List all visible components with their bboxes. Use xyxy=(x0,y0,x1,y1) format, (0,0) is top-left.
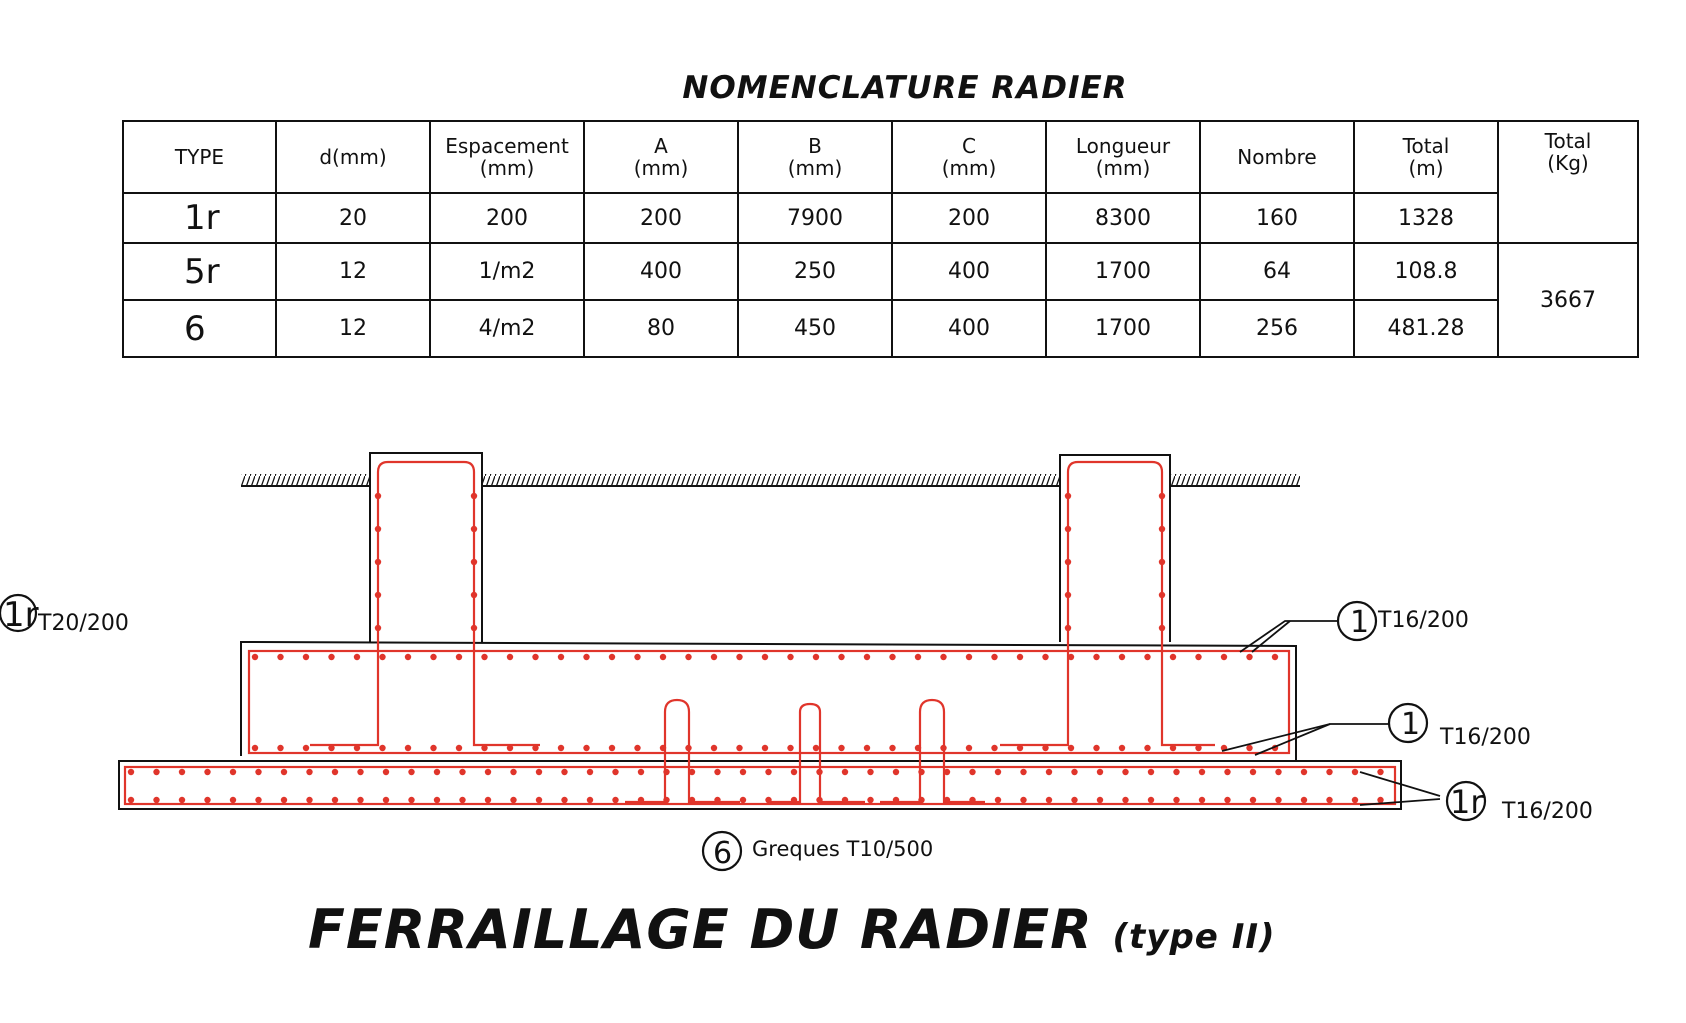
rebar-dot-slab-top xyxy=(1071,769,1077,775)
rebar-dot-top xyxy=(609,654,615,660)
rebar-dot-slab-top xyxy=(1173,769,1179,775)
rebar-dot-bottom xyxy=(456,745,462,751)
rebar-dot-slab-bottom xyxy=(357,797,363,803)
rebar-dot-slab-bottom xyxy=(893,797,899,803)
cell-total: 481.28 xyxy=(1354,300,1498,357)
rebar-dot-column xyxy=(375,526,381,532)
cell-type: 5r xyxy=(123,243,276,300)
cell-total: 1328 xyxy=(1354,193,1498,243)
cell-type: 1r xyxy=(123,193,276,243)
cell-d: 12 xyxy=(276,300,430,357)
rebar-dot-slab-bottom xyxy=(867,797,873,803)
rebar-dot-top xyxy=(379,654,385,660)
rebar-dot-slab-top xyxy=(357,769,363,775)
rebar-dot-bottom xyxy=(634,745,640,751)
rebar-dot-slab-top xyxy=(536,769,542,775)
rebar-dot-slab-bottom xyxy=(944,797,950,803)
rebar-dot-top xyxy=(991,654,997,660)
rebar-dot-slab-top xyxy=(1377,769,1383,775)
rebar-dot-bottom xyxy=(481,745,487,751)
rebar-dot-bottom xyxy=(1195,745,1201,751)
cell-d: 20 xyxy=(276,193,430,243)
rebar-dot-slab-top xyxy=(179,769,185,775)
rebar-dot-top xyxy=(558,654,564,660)
rebar-dot-top xyxy=(354,654,360,660)
rebar-dot-slab-bottom xyxy=(816,797,822,803)
callout-mid-right-mark: 1 xyxy=(1401,707,1421,742)
header-d: d(mm) xyxy=(276,121,430,193)
rebar-dot-slab-bottom xyxy=(842,797,848,803)
rebar-dot-bottom xyxy=(940,745,946,751)
cell-longueur: 1700 xyxy=(1046,300,1200,357)
rebar-dot-top xyxy=(507,654,513,660)
rebar-dot-bottom xyxy=(558,745,564,751)
rebar-dot-top xyxy=(277,654,283,660)
rebar-dot-slab-top xyxy=(944,769,950,775)
rebar-dot-slab-top xyxy=(689,769,695,775)
rebar-dot-bottom xyxy=(405,745,411,751)
rebar-dot-bottom xyxy=(915,745,921,751)
rebar-dot-slab-bottom xyxy=(1173,797,1179,803)
rebar-dot-slab-top xyxy=(1275,769,1281,775)
rebar-dot-column xyxy=(375,493,381,499)
rebar-dot-slab-bottom xyxy=(281,797,287,803)
rebar-dot-column xyxy=(1065,592,1071,598)
rebar-dot-top xyxy=(940,654,946,660)
rebar-dot-top xyxy=(1144,654,1150,660)
rebar-dot-top xyxy=(481,654,487,660)
rebar-dot-slab-top xyxy=(867,769,873,775)
rebar-dot-slab-bottom xyxy=(1122,797,1128,803)
rebar-dot-slab-bottom xyxy=(306,797,312,803)
rebar-dot-top xyxy=(762,654,768,660)
rebar-dot-slab-top xyxy=(663,769,669,775)
rebar-dot-column xyxy=(1159,592,1165,598)
rebar-right-column xyxy=(1000,462,1215,745)
cell-c: 200 xyxy=(892,193,1046,243)
rebar-dot-slab-top xyxy=(510,769,516,775)
header-type: TYPE xyxy=(123,121,276,193)
rebar-dot-slab-bottom xyxy=(1377,797,1383,803)
rebar-dot-bottom xyxy=(1042,745,1048,751)
rebar-dot-bottom xyxy=(1093,745,1099,751)
cell-total-kg: 3667 xyxy=(1498,243,1638,357)
left-column-outline xyxy=(370,453,482,642)
rebar-dot-slab-bottom xyxy=(434,797,440,803)
rebar-dot-bottom xyxy=(583,745,589,751)
rebar-dot-column xyxy=(471,592,477,598)
rebar-dot-slab-top xyxy=(1250,769,1256,775)
rebar-dots xyxy=(128,493,1384,803)
callout-left-text: T20/200 xyxy=(38,611,129,636)
rebar-dot-bottom xyxy=(711,745,717,751)
rebar-dot-bottom xyxy=(813,745,819,751)
rebar-dot-bottom xyxy=(277,745,283,751)
cell-b: 250 xyxy=(738,243,892,300)
rebar-greque-1 xyxy=(625,700,740,802)
header-longueur: Longueur (mm) xyxy=(1046,121,1200,193)
rebar-dot-slab-bottom xyxy=(128,797,134,803)
rebar-dot-bottom xyxy=(252,745,258,751)
rebar-dot-bottom xyxy=(1119,745,1125,751)
rebar-dot-top xyxy=(864,654,870,660)
cell-type: 6 xyxy=(123,300,276,357)
rebar-dot-slab-bottom xyxy=(179,797,185,803)
rebar-dot-top xyxy=(1017,654,1023,660)
rebar-dot-bottom xyxy=(532,745,538,751)
rebar-dot-slab-top xyxy=(230,769,236,775)
rebar-dot-slab-top xyxy=(791,769,797,775)
rebar-dot-bottom xyxy=(430,745,436,751)
rebar-dot-slab-top xyxy=(918,769,924,775)
rebar-dot-top xyxy=(252,654,258,660)
rebar-dot-slab-top xyxy=(408,769,414,775)
rebar-dot-slab-top xyxy=(1148,769,1154,775)
callout-left-mark: 1r xyxy=(3,595,39,635)
rebar-dot-slab-top xyxy=(587,769,593,775)
rebar-dot-slab-top xyxy=(612,769,618,775)
rebar-dot-top xyxy=(430,654,436,660)
rebar-dot-top xyxy=(736,654,742,660)
rebar-dot-top xyxy=(813,654,819,660)
rebar-1r-t20 xyxy=(249,651,1289,753)
cell-nombre: 256 xyxy=(1200,300,1354,357)
rebar-dot-top xyxy=(1272,654,1278,660)
rebar-dot-slab-bottom xyxy=(1301,797,1307,803)
rebar-dot-top xyxy=(405,654,411,660)
rebar-dot-slab-bottom xyxy=(689,797,695,803)
rebar-dot-slab-top xyxy=(1097,769,1103,775)
rebar-dot-slab-bottom xyxy=(1250,797,1256,803)
rebar-dot-slab-top xyxy=(714,769,720,775)
rebar-dot-top xyxy=(915,654,921,660)
rebar-dot-bottom xyxy=(1170,745,1176,751)
rebar-dot-slab-bottom xyxy=(969,797,975,803)
rebar-dot-column xyxy=(1065,526,1071,532)
rebar-dot-slab-bottom xyxy=(459,797,465,803)
rebar-dot-slab-bottom xyxy=(1224,797,1230,803)
rebar-dot-bottom xyxy=(379,745,385,751)
rebar-dot-slab-bottom xyxy=(587,797,593,803)
rebar-dot-slab-top xyxy=(1046,769,1052,775)
rebar-left-column xyxy=(310,462,540,745)
rebar-dot-slab-bottom xyxy=(740,797,746,803)
rebar-dot-top xyxy=(303,654,309,660)
rebar-dot-slab-top xyxy=(128,769,134,775)
header-total: Total (m) xyxy=(1354,121,1498,193)
cell-d: 12 xyxy=(276,243,430,300)
rebar-dot-column xyxy=(471,493,477,499)
cell-c: 400 xyxy=(892,300,1046,357)
rebar-dot-bottom xyxy=(787,745,793,751)
rebar-dot-top xyxy=(532,654,538,660)
rebar-dot-bottom xyxy=(328,745,334,751)
drawing-title xyxy=(308,898,1276,961)
rebar-dot-slab-top xyxy=(485,769,491,775)
rebar-dot-slab-bottom xyxy=(995,797,1001,803)
rebar-dot-slab-top xyxy=(204,769,210,775)
rebar-dot-column xyxy=(1159,625,1165,631)
rebar-dot-slab-bottom xyxy=(765,797,771,803)
rebar-dot-top xyxy=(328,654,334,660)
drawing-title-sub: (type II) xyxy=(1112,917,1276,957)
rebar-dot-slab-bottom xyxy=(1020,797,1026,803)
concrete-outline xyxy=(119,453,1401,809)
rebar-dot-column xyxy=(375,592,381,598)
rebar-dot-slab-top xyxy=(153,769,159,775)
rebar-dot-top xyxy=(1068,654,1074,660)
rebars xyxy=(125,462,1395,804)
rebar-dot-slab-bottom xyxy=(204,797,210,803)
rebar-dot-bottom xyxy=(762,745,768,751)
header-espacement: Espacement (mm) xyxy=(430,121,584,193)
rebar-dot-slab-top xyxy=(765,769,771,775)
rebar-dot-top xyxy=(787,654,793,660)
cell-nombre: 160 xyxy=(1200,193,1354,243)
rebar-dot-slab-top xyxy=(1122,769,1128,775)
rebar-dot-top xyxy=(1170,654,1176,660)
cell-nombre: 64 xyxy=(1200,243,1354,300)
header-nombre: Nombre xyxy=(1200,121,1354,193)
rebar-dot-slab-bottom xyxy=(1097,797,1103,803)
callout-mid-right-text: T16/200 xyxy=(1440,725,1531,750)
rebar-dot-slab-bottom xyxy=(791,797,797,803)
cell-espacement: 4/m2 xyxy=(430,300,584,357)
rebar-dot-top xyxy=(685,654,691,660)
rebar-dot-slab-top xyxy=(842,769,848,775)
callout-bottom-right-mark: 1r xyxy=(1450,783,1484,821)
rebar-dot-column xyxy=(471,526,477,532)
rebar-dot-slab-top xyxy=(434,769,440,775)
rebar-dot-top xyxy=(1042,654,1048,660)
rebar-dot-top xyxy=(634,654,640,660)
rebar-dot-bottom xyxy=(609,745,615,751)
rebar-dot-slab-bottom xyxy=(510,797,516,803)
rebar-dot-bottom xyxy=(736,745,742,751)
callout-bottom-right-text: T16/200 xyxy=(1502,799,1593,824)
rebar-dot-slab-top xyxy=(740,769,746,775)
raft-upper-outline xyxy=(241,642,1296,761)
rebar-dot-slab-top xyxy=(332,769,338,775)
rebar-dot-slab-top xyxy=(816,769,822,775)
rebar-dot-top xyxy=(660,654,666,660)
rebar-dot-bottom xyxy=(507,745,513,751)
rebar-dot-top xyxy=(1221,654,1227,660)
cell-a: 80 xyxy=(584,300,738,357)
rebar-dot-slab-bottom xyxy=(255,797,261,803)
cell-total: 108.8 xyxy=(1354,243,1498,300)
rebar-dot-slab-bottom xyxy=(1352,797,1358,803)
rebar-dot-slab-bottom xyxy=(714,797,720,803)
callout-bottom-text: Greques T10/500 xyxy=(752,837,934,861)
rebar-dot-slab-top xyxy=(561,769,567,775)
rebar-dot-slab-top xyxy=(893,769,899,775)
cell-c: 400 xyxy=(892,243,1046,300)
callout-top-right-mark: 1 xyxy=(1350,605,1370,640)
rebar-dot-bottom xyxy=(864,745,870,751)
header-c: C (mm) xyxy=(892,121,1046,193)
rebar-dot-slab-top xyxy=(255,769,261,775)
rebar-dot-column xyxy=(1159,559,1165,565)
rebar-dot-slab-top xyxy=(995,769,1001,775)
rebar-dot-bottom xyxy=(966,745,972,751)
rebar-dot-top xyxy=(1093,654,1099,660)
cell-a: 200 xyxy=(584,193,738,243)
rebar-dot-top xyxy=(889,654,895,660)
rebar-dot-slab-bottom xyxy=(332,797,338,803)
rebar-dot-slab-bottom xyxy=(1071,797,1077,803)
rebar-dot-column xyxy=(1159,493,1165,499)
cell-b: 450 xyxy=(738,300,892,357)
rebar-dot-slab-bottom xyxy=(1148,797,1154,803)
header-a: A (mm) xyxy=(584,121,738,193)
table-title: NOMENCLATURE RADIER xyxy=(682,70,1128,106)
rebar-dot-bottom xyxy=(838,745,844,751)
ground-line xyxy=(241,474,1300,486)
callout-bottom-mark: 6 xyxy=(713,836,733,871)
rebar-dot-column xyxy=(1065,559,1071,565)
rebar-dot-slab-bottom xyxy=(561,797,567,803)
rebar-dot-slab-top xyxy=(281,769,287,775)
rebar-dot-top xyxy=(1119,654,1125,660)
rebar-dot-top xyxy=(1246,654,1252,660)
rebar-dot-bottom xyxy=(354,745,360,751)
rebar-dot-slab-top xyxy=(306,769,312,775)
rebar-dot-slab-bottom xyxy=(1199,797,1205,803)
rebar-dot-top xyxy=(456,654,462,660)
rebar-dot-slab-top xyxy=(1199,769,1205,775)
rebar-dot-column xyxy=(1159,526,1165,532)
callout-top-right-text: T16/200 xyxy=(1378,608,1469,633)
rebar-dot-top xyxy=(583,654,589,660)
rebar-dot-top xyxy=(966,654,972,660)
rebar-dot-slab-top xyxy=(1020,769,1026,775)
rebar-dot-bottom xyxy=(1144,745,1150,751)
rebar-dot-bottom xyxy=(991,745,997,751)
cell-longueur: 1700 xyxy=(1046,243,1200,300)
rebar-dot-bottom xyxy=(1068,745,1074,751)
rebar-dot-slab-bottom xyxy=(408,797,414,803)
rebar-dot-slab-bottom xyxy=(612,797,618,803)
cell-espacement: 1/m2 xyxy=(430,243,584,300)
cell-b: 7900 xyxy=(738,193,892,243)
rebar-dot-slab-top xyxy=(638,769,644,775)
rebar-dot-bottom xyxy=(1017,745,1023,751)
rebar-dot-slab-bottom xyxy=(153,797,159,803)
rebar-dot-top xyxy=(838,654,844,660)
rebar-dot-top xyxy=(711,654,717,660)
rebar-dot-slab-bottom xyxy=(1275,797,1281,803)
rebar-dot-slab-top xyxy=(1224,769,1230,775)
rebar-dot-slab-top xyxy=(1326,769,1332,775)
rebar-dot-column xyxy=(375,559,381,565)
right-column-outline xyxy=(1060,455,1170,642)
header-b: B (mm) xyxy=(738,121,892,193)
rebar-dot-slab-bottom xyxy=(663,797,669,803)
cell-longueur: 8300 xyxy=(1046,193,1200,243)
rebar-dot-slab-bottom xyxy=(230,797,236,803)
rebar-dot-bottom xyxy=(685,745,691,751)
rebar-dot-top xyxy=(1195,654,1201,660)
rebar-dot-column xyxy=(471,559,477,565)
rebar-dot-column xyxy=(375,625,381,631)
rebar-dot-bottom xyxy=(303,745,309,751)
rebar-dot-slab-top xyxy=(1301,769,1307,775)
rebar-dot-slab-bottom xyxy=(1326,797,1332,803)
drawing-title-main: FERRAILLAGE DU RADIER xyxy=(308,898,1093,961)
rebar-dot-column xyxy=(471,625,477,631)
rebar-dot-column xyxy=(1065,625,1071,631)
rebar-dot-bottom xyxy=(1246,745,1252,751)
rebar-dot-slab-bottom xyxy=(918,797,924,803)
rebar-dot-slab-top xyxy=(383,769,389,775)
rebar-dot-slab-bottom xyxy=(638,797,644,803)
rebar-dot-slab-top xyxy=(459,769,465,775)
rebar-dot-bottom xyxy=(660,745,666,751)
rebar-dot-bottom xyxy=(889,745,895,751)
rebar-dot-slab-top xyxy=(1352,769,1358,775)
rebar-dot-slab-bottom xyxy=(485,797,491,803)
header-total-kg: Total (Kg) xyxy=(1498,121,1638,243)
rebar-dot-column xyxy=(1065,493,1071,499)
rebar-dot-slab-bottom xyxy=(536,797,542,803)
rebar-dot-slab-top xyxy=(969,769,975,775)
rebar-dot-slab-bottom xyxy=(383,797,389,803)
cell-espacement: 200 xyxy=(430,193,584,243)
cell-a: 400 xyxy=(584,243,738,300)
rebar-dot-slab-bottom xyxy=(1046,797,1052,803)
